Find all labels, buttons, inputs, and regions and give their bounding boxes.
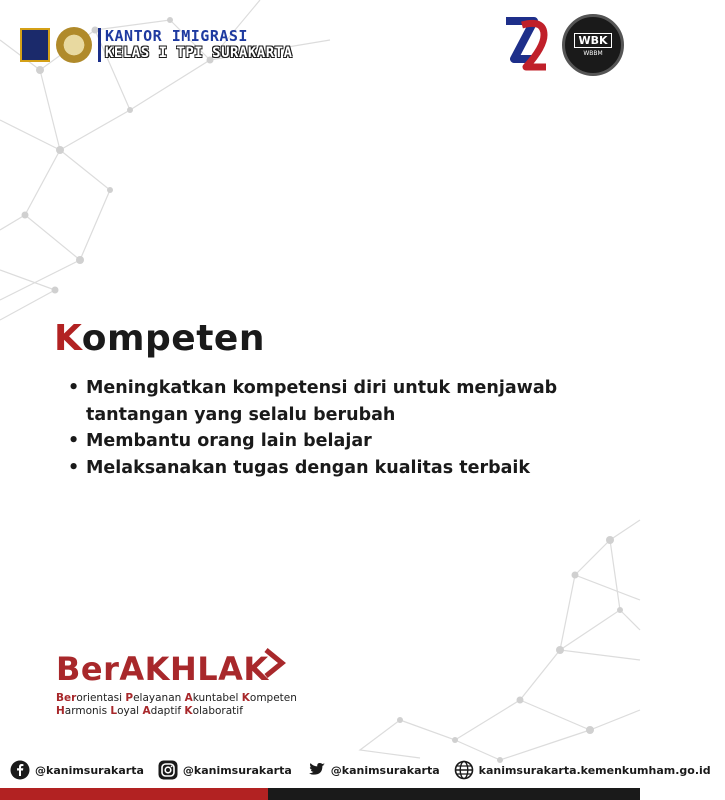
office-name (105, 28, 293, 62)
acronym-word: elayanan (133, 692, 185, 704)
website-url: kanimsurakarta.kemenkumham.go.id (478, 763, 711, 777)
acronym-word: armonis (64, 705, 111, 717)
instagram-link[interactable] (158, 760, 292, 780)
acronym-letter: Ber (56, 692, 77, 704)
page-title (54, 318, 265, 359)
z2-logo-icon (504, 15, 548, 75)
title-initial: K (54, 318, 82, 359)
kantor-divider (98, 28, 101, 62)
facebook-link[interactable] (10, 760, 144, 780)
globe-icon (454, 760, 474, 780)
list-item: • Membantu orang lain belajar (66, 428, 596, 455)
twitter-icon (306, 760, 326, 780)
twitter-handle: @kanimsurakarta (330, 763, 440, 777)
acronym-letter: A (142, 705, 151, 717)
title-rest: ompeten (81, 318, 265, 359)
acronym-letter: P (125, 692, 134, 704)
acronym-line-1 (56, 692, 297, 705)
list-item: • Melaksanakan tugas dengan kualitas terbaik (66, 455, 596, 482)
acronym-line-2 (56, 705, 297, 718)
acronym-letter: A (184, 692, 193, 704)
list-item: • Meningkatkan kompetensi diri untuk menjawab tantangan yang selalu berubah (66, 375, 596, 428)
instagram-icon (158, 760, 178, 780)
facebook-handle: @kanimsurakarta (35, 763, 144, 777)
footer (0, 758, 711, 800)
footer-bar-red (0, 788, 268, 800)
acronym-word: ompeten (249, 692, 297, 704)
wbk-wbbm-logo-icon (562, 14, 624, 76)
facebook-icon (10, 760, 30, 780)
chevron-right-icon (262, 648, 288, 678)
value-points-list (66, 375, 596, 481)
kemenkumham-logo-icon (20, 28, 50, 62)
acronym-word: oyal (117, 705, 143, 717)
berakhlak-logo (56, 650, 297, 718)
website-link[interactable] (454, 760, 711, 780)
social-links (10, 760, 725, 780)
instagram-handle: @kanimsurakarta (182, 763, 292, 777)
office-name-line2: KELAS I TPI SURAKARTA (105, 45, 293, 61)
acronym-word: kuntabel (192, 692, 242, 704)
wbk-label: WBK (574, 33, 611, 48)
wbbm-label: WBBM (583, 50, 603, 57)
footer-bar-black (268, 788, 640, 800)
acronym-letter: L (110, 705, 118, 717)
imigrasi-logo-icon (56, 27, 92, 63)
header-badges (504, 14, 624, 76)
header-branding (20, 26, 293, 64)
office-name-line1: KANTOR IMIGRASI (105, 27, 248, 45)
acronym-letter: H (56, 705, 65, 717)
acronym-word: olaboratif (192, 705, 243, 717)
acronym-letter: K (184, 705, 193, 717)
berakhlak-wordmark: BerAKHLAK (56, 650, 269, 688)
acronym-word: orientasi (76, 692, 126, 704)
acronym-letter: K (241, 692, 250, 704)
acronym-word: daptif (150, 705, 185, 717)
berakhlak-acronym (56, 692, 297, 718)
twitter-link[interactable] (306, 760, 440, 780)
